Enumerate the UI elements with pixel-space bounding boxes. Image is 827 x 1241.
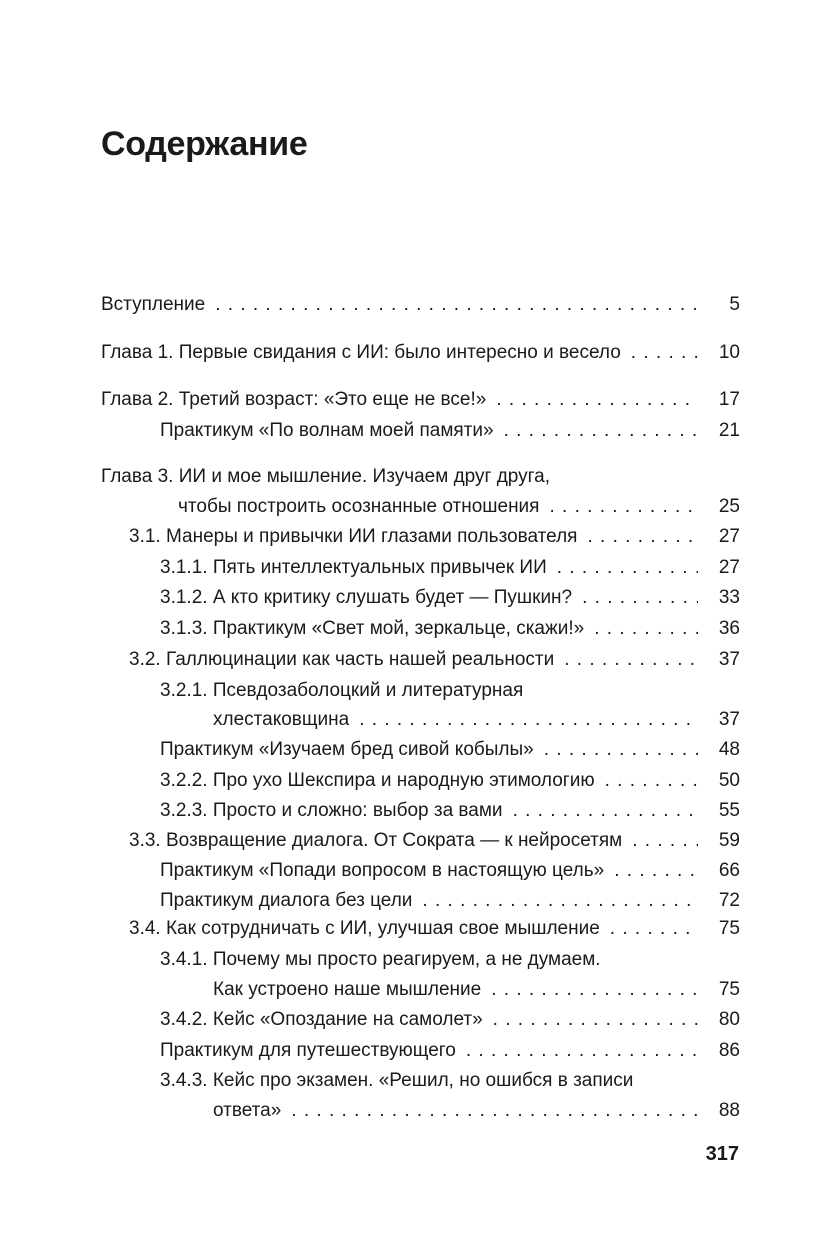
dot-leader: [587, 522, 698, 552]
toc-entry: [160, 553, 740, 583]
toc-entry-title: Практикум «Попади вопросом в настоящую цель»: [160, 860, 605, 881]
toc-entry-page: 80: [718, 1009, 740, 1030]
toc-entry-title: Как устроено наше мышление: [213, 979, 482, 1000]
toc-entry-title: Про ухо Шекспира и народную этимологию: [212, 770, 595, 791]
dot-leader: [491, 975, 698, 1005]
toc-entry-title: А кто критику слушать будет — Пушкин?: [212, 587, 573, 608]
toc-entry-number: 3.2.: [129, 649, 166, 670]
toc-entry: [129, 914, 740, 944]
toc-entry-page: 5: [729, 294, 740, 315]
toc-entry-title: чтобы построить осознанные отношения: [178, 496, 540, 517]
toc-entry: [101, 385, 740, 415]
toc-entry: [129, 522, 740, 552]
toc-entry: [101, 462, 740, 492]
dot-leader: [632, 826, 698, 856]
toc-entry-title: Первые свидания с ИИ: было интересно и весело: [178, 342, 621, 363]
page-number: 317: [705, 1143, 739, 1165]
toc-entry-number: 3.2.3.: [160, 800, 213, 821]
toc-entry-title: хлестаковщина: [213, 709, 350, 730]
toc-entry-number: 3.2.2.: [160, 770, 213, 791]
toc-entry-page: 17: [718, 389, 740, 410]
toc-entry-title: Возвращение диалога. От Сократа — к нейросетям: [165, 830, 623, 851]
dot-leader: [564, 645, 698, 675]
page-title: Содержание: [101, 125, 308, 163]
toc-entry-title: Кейс про экзамен. «Решил, но ошибся в записи: [212, 1070, 634, 1091]
toc-entry-page: 75: [718, 979, 740, 1000]
toc-entry: [160, 1066, 740, 1096]
toc-entry-page: 33: [718, 587, 740, 608]
dot-leader: [594, 614, 698, 644]
toc-entry-page: 48: [718, 739, 740, 760]
toc-entry-title: Почему мы просто реагируем, а не думаем.: [212, 949, 601, 970]
toc-entry-number: 3.3.: [129, 830, 166, 851]
toc-entry-page: 75: [718, 918, 740, 939]
dot-leader: [605, 766, 698, 796]
toc-entry-page: 25: [718, 496, 740, 517]
toc-entry-title: Вступление: [101, 294, 206, 315]
toc-entry: [160, 886, 740, 916]
toc-entry-page: 27: [718, 526, 740, 547]
toc-entry-number: 3.1.2.: [160, 587, 213, 608]
toc-entry-title: ответа»: [213, 1100, 282, 1121]
dot-leader: [544, 735, 698, 765]
toc-entry: [160, 416, 740, 446]
toc-entry: [129, 645, 740, 675]
toc-entry: [213, 1096, 740, 1126]
toc-entry: [213, 705, 740, 735]
toc-entry-page: 37: [718, 649, 740, 670]
toc-entry-page: 55: [718, 800, 740, 821]
dot-leader: [504, 416, 698, 446]
toc-entry-number: 3.1.1.: [160, 557, 213, 578]
toc-entry: [160, 676, 740, 706]
toc-entry-number: 3.1.3.: [160, 618, 213, 639]
toc-entry-number: Глава 2.: [101, 389, 179, 410]
toc-entry: [160, 766, 740, 796]
toc-entry-title: Просто и сложно: выбор за вами: [212, 800, 503, 821]
toc-entry-number: 3.4.1.: [160, 949, 213, 970]
toc-entry: [129, 826, 740, 856]
dot-leader: [359, 705, 698, 735]
toc-entry-number: 3.4.2.: [160, 1009, 213, 1030]
toc-entry-title: Практикум для путешествующего: [160, 1040, 456, 1061]
toc-entry-page: 88: [718, 1100, 740, 1121]
dot-leader: [496, 385, 698, 415]
dot-leader: [549, 492, 698, 522]
dot-leader: [215, 290, 698, 320]
dot-leader: [631, 338, 698, 368]
toc-entry-title: Псевдозаболоцкий и литературная: [212, 680, 524, 701]
toc-entry-page: 36: [718, 618, 740, 639]
dot-leader: [557, 553, 698, 583]
toc-entry-title: Как сотрудничать с ИИ, улучшая свое мышление: [165, 918, 600, 939]
toc-entry: [160, 1005, 740, 1035]
dot-leader: [466, 1036, 698, 1066]
dot-leader: [291, 1096, 698, 1126]
toc-entry: [160, 856, 740, 886]
toc-entry-title: Кейс «Опоздание на самолет»: [212, 1009, 483, 1030]
toc-entry-number: 3.4.: [129, 918, 166, 939]
toc-entry-page: 86: [718, 1040, 740, 1061]
toc-entry-title: Практикум «Свет мой, зеркальце, скажи!»: [212, 618, 585, 639]
toc-entry-number: Глава 1.: [101, 342, 179, 363]
toc-entry-page: 66: [718, 860, 740, 881]
toc-entry-page: 50: [718, 770, 740, 791]
dot-leader: [610, 914, 698, 944]
toc-entry: [160, 796, 740, 826]
toc-entry: [160, 583, 740, 613]
toc-entry: [160, 945, 740, 975]
toc-entry-number: 3.4.3.: [160, 1070, 213, 1091]
toc-entry-page: 37: [718, 709, 740, 730]
toc-entry-page: 27: [718, 557, 740, 578]
toc-entry: [101, 290, 740, 320]
toc-entry-title: Практикум «По волнам моей памяти»: [160, 420, 494, 441]
toc-entry: [213, 975, 740, 1005]
dot-leader: [614, 856, 698, 886]
toc-entry-number: 3.1.: [129, 526, 166, 547]
dot-leader: [493, 1005, 698, 1035]
toc-entry: [160, 614, 740, 644]
toc-entry-title: Практикум диалога без цели: [160, 890, 413, 911]
toc-entry-page: 72: [718, 890, 740, 911]
dot-leader: [422, 886, 698, 916]
toc-entry-page: 10: [718, 342, 740, 363]
toc-entry-title: Галлюцинации как часть нашей реальности: [165, 649, 555, 670]
toc-entry-page: 21: [718, 420, 740, 441]
toc-entry: [160, 735, 740, 765]
toc-entry-title: Практикум «Изучаем бред сивой кобылы»: [160, 739, 534, 760]
toc-entry: [160, 1036, 740, 1066]
toc-entry: [101, 338, 740, 368]
toc-entry-title: ИИ и мое мышление. Изучаем друг друга,: [178, 466, 551, 487]
dot-leader: [513, 796, 698, 826]
toc-entry-title: Третий возраст: «Это еще не все!»: [178, 389, 487, 410]
toc-entry-title: Манеры и привычки ИИ глазами пользователя: [165, 526, 578, 547]
toc-entry-title: Пять интеллектуальных привычек ИИ: [212, 557, 547, 578]
toc-entry-number: Глава 3.: [101, 466, 179, 487]
toc-entry-page: 59: [718, 830, 740, 851]
toc-entry: [178, 492, 740, 522]
dot-leader: [582, 583, 698, 613]
toc-entry-number: 3.2.1.: [160, 680, 213, 701]
